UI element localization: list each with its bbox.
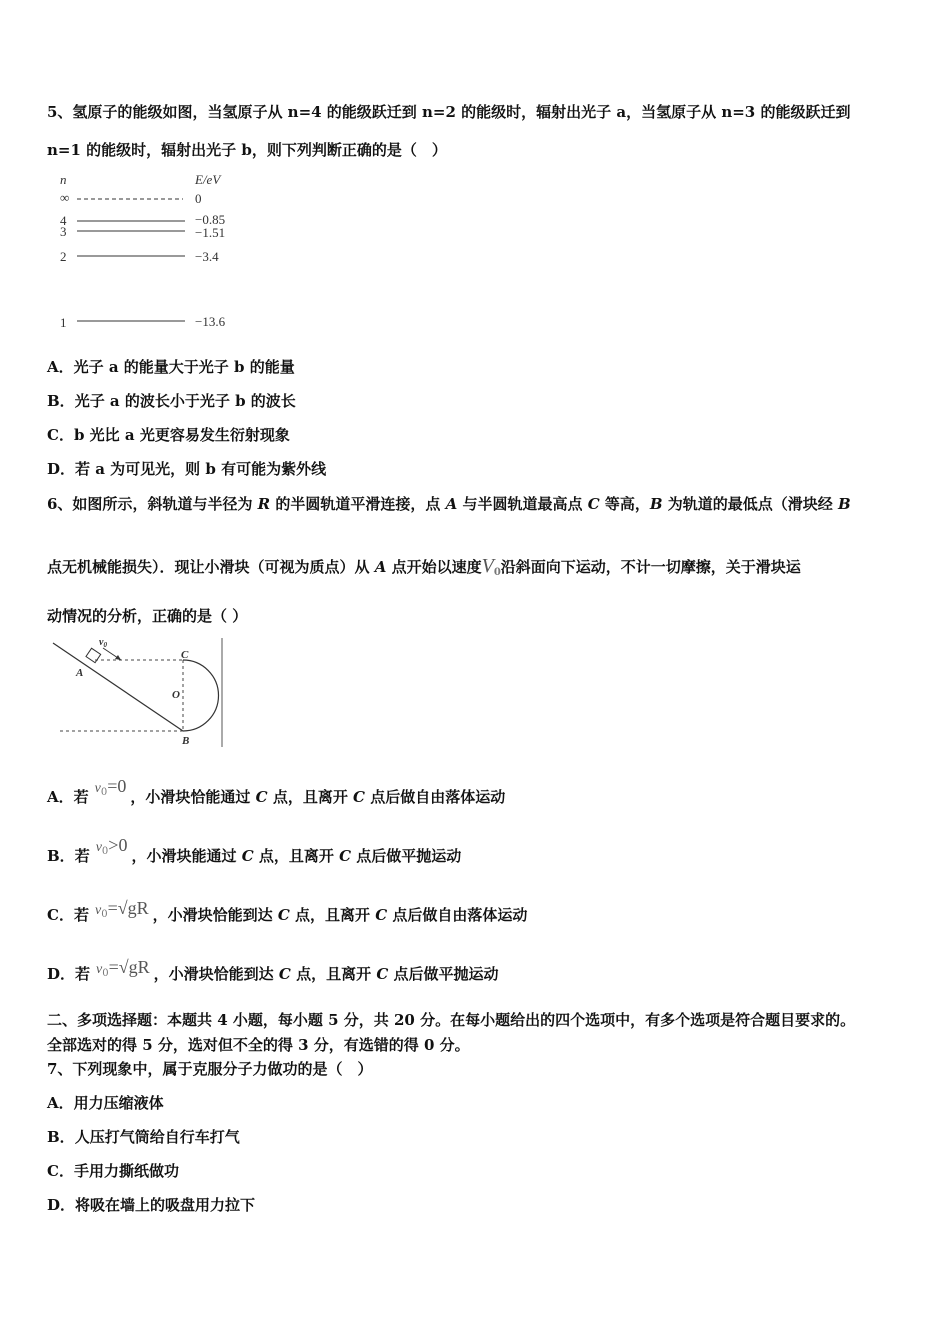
q6-option-b[interactable]: B．若 $v_0>0$，小滑块能通过 C 点，且离开 C 点后做平抛运动 (47, 835, 462, 865)
n-header: n (60, 172, 67, 187)
q7-option-b[interactable]: B．人压打气筒给自行车打气 (47, 1128, 240, 1146)
level-n-1: 1 (60, 315, 67, 330)
label-v0: $v_0$ (99, 637, 107, 649)
label-a: A (76, 667, 84, 679)
track-diagram (45, 633, 235, 751)
q6-stem-line3: 动情况的分析，正确的是（ ） (47, 607, 248, 625)
energy-level-diagram (55, 170, 255, 335)
level-n-4: 4 (60, 213, 67, 228)
q6-option-a[interactable]: A．若 $v_0=0$，小滑块恰能通过 C 点，且离开 C 点后做自由落体运动 (47, 776, 506, 806)
q7-stem: 7、下列现象中，属于克服分子力做功的是（ ） (47, 1060, 373, 1078)
level-n-3: 3 (60, 224, 67, 239)
e-header: E/eV (195, 172, 221, 187)
level-e-4: −0.85 (195, 212, 226, 227)
v0-arrowhead (115, 655, 121, 660)
slider-block (86, 648, 101, 662)
q6-option-c[interactable]: C．若 $v_0=√gR$ ，小滑块恰能到达 C 点，且离开 C 点后做自由落体运动 (47, 898, 528, 924)
label-o: O (172, 689, 180, 701)
q7-option-d[interactable]: D．将吸在墙上的吸盘用力拉下 (47, 1196, 256, 1214)
q5-option-d[interactable]: D．若 a 为可见光，则 b 有可能为紫外线 (47, 460, 327, 478)
q7-option-a[interactable]: A．用力压缩液体 (47, 1094, 164, 1112)
label-b: B (182, 735, 190, 747)
level-n-2: 2 (60, 249, 67, 264)
q6-option-d[interactable]: D．若 $v_0=√gR$ ，小滑块恰能到达 C 点，且离开 C 点后做平抛运动 (47, 957, 499, 983)
q7-option-c[interactable]: C．手用力撕纸做功 (47, 1162, 179, 1180)
section2-heading-line2: 全部选对的得 5 分，选对但不全的得 3 分，有选错的得 0 分。 (47, 1036, 470, 1054)
section2-heading-line1: 二、多项选择题：本题共 4 小题，每小题 5 分，共 20 分。在每小题给出的四个选项中，有多个选项是符合题目要求的。 (47, 1011, 856, 1029)
q5-stem-line2: n=1 的能级时，辐射出光子 b，则下列判断正确的是（ ） (47, 141, 447, 159)
q5-stem-line1: 5、氢原子的能级如图，当氢原子从 n=4 的能级跃迁到 n=2 的能级时，辐射出光子 a，当氢原子从 n=3 的能级跃迁到 (47, 103, 851, 121)
label-c: C (181, 649, 189, 661)
level-e-1: −13.6 (195, 314, 226, 329)
level-e-3: −1.51 (195, 225, 226, 240)
semicircle-track (183, 660, 219, 731)
level-e-2: −3.4 (195, 249, 219, 264)
q5-option-a[interactable]: A．光子 a 的能量大于光子 b 的能量 (47, 358, 295, 376)
q6-stem-line1: 6、如图所示，斜轨道与半径为 R 的半圆轨道平滑连接，点 A 与半圆轨道最高点 C 等高，B 为轨道的最低点（滑块经 B (47, 495, 851, 513)
q6-stem-line2: 点无机械能损失）．现让小滑块（可视为质点）从 A 点开始以速度$V_0$沿斜面向下运动，不计一切摩擦，关于滑块运 (47, 555, 801, 578)
level-n-inf: ∞ (60, 190, 70, 205)
q5-option-b[interactable]: B．光子 a 的波长小于光子 b 的波长 (47, 392, 296, 410)
q5-option-c[interactable]: C．b 光比 a 光更容易发生衍射现象 (47, 426, 290, 444)
level-e-inf: 0 (195, 191, 202, 206)
